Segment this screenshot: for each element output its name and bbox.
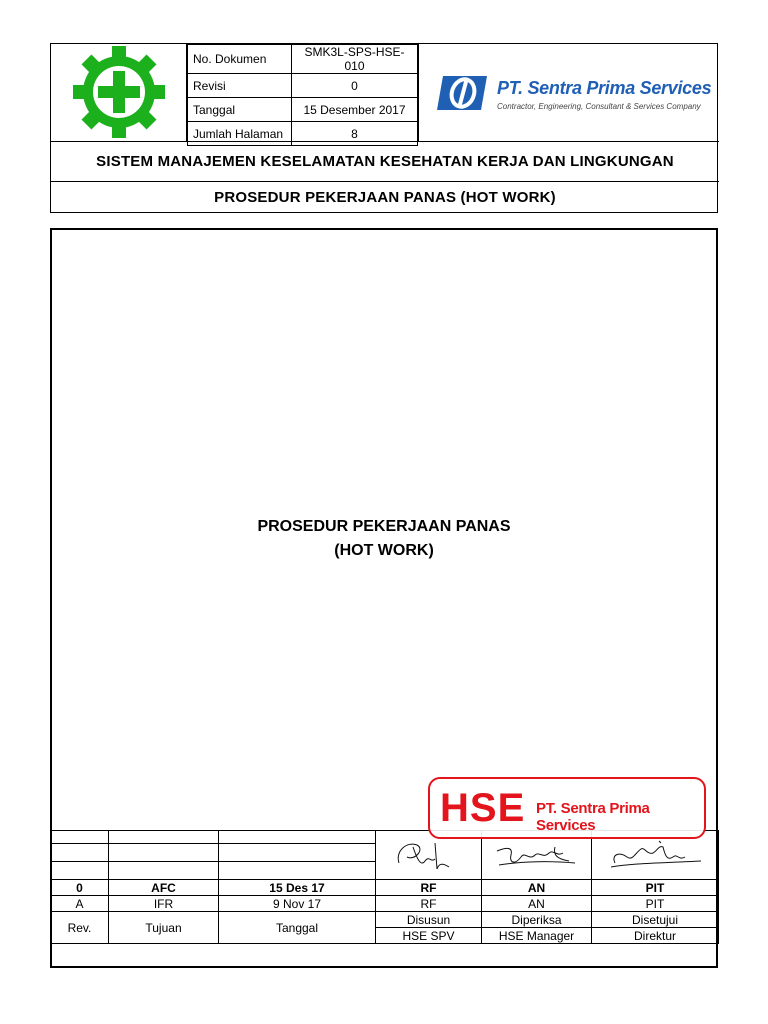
company-name: PT. Sentra Prima Services bbox=[497, 78, 712, 98]
disetujui-cell: PIT bbox=[592, 880, 719, 896]
rev-cell: 0 bbox=[51, 880, 109, 896]
tujuan-cell: AFC bbox=[109, 880, 219, 896]
rev-header: Rev. bbox=[51, 912, 109, 944]
doc-info-value: 0 bbox=[292, 74, 418, 98]
diperiksa-cell: AN bbox=[482, 880, 592, 896]
revision-row bbox=[51, 880, 719, 896]
tanggal-cell: 9 Nov 17 bbox=[219, 896, 376, 912]
stamp-company-name: PT. Sentra Prima Services bbox=[536, 800, 650, 834]
disusun-cell: RF bbox=[376, 896, 482, 912]
k3-logo-cell bbox=[51, 44, 187, 141]
disetujui-role: Direktur bbox=[592, 928, 719, 944]
tanggal-header: Tanggal bbox=[219, 912, 376, 944]
cover-title-line1: PROSEDUR PEKERJAAN PANAS bbox=[257, 518, 511, 535]
doc-info-value: 8 bbox=[292, 122, 418, 146]
k3-safety-gear-icon bbox=[51, 44, 187, 141]
stamp-hse-text: HSE bbox=[440, 786, 526, 830]
revision-table bbox=[50, 830, 719, 944]
disetujui-cell: PIT bbox=[592, 896, 719, 912]
doc-info-label: Jumlah Halaman bbox=[188, 122, 292, 146]
company-logo-cell bbox=[418, 44, 719, 141]
procedure-title: PROSEDUR PEKERJAAN PANAS (HOT WORK) bbox=[51, 181, 719, 213]
diperiksa-cell: AN bbox=[482, 896, 592, 912]
tujuan-cell: IFR bbox=[109, 896, 219, 912]
cover-title-line2: (HOT WORK) bbox=[334, 542, 434, 559]
doc-info-label: No. Dokumen bbox=[188, 45, 292, 74]
doc-info-value: SMK3L-SPS-HSE-010 bbox=[292, 45, 418, 74]
doc-info-value: 15 Desember 2017 bbox=[292, 98, 418, 122]
header-row bbox=[51, 912, 719, 928]
document-info-table bbox=[187, 44, 418, 146]
disusun-cell: RF bbox=[376, 880, 482, 896]
hse-stamp bbox=[428, 777, 706, 839]
diperiksa-header: Diperiksa bbox=[482, 912, 592, 928]
doc-info-row bbox=[188, 98, 418, 122]
doc-info-row bbox=[188, 45, 418, 74]
disetujui-header: Disetujui bbox=[592, 912, 719, 928]
disusun-role: HSE SPV bbox=[376, 928, 482, 944]
tujuan-header: Tujuan bbox=[109, 912, 219, 944]
doc-info-row bbox=[188, 74, 418, 98]
diperiksa-role: HSE Manager bbox=[482, 928, 592, 944]
tanggal-cell: 15 Des 17 bbox=[219, 880, 376, 896]
company-tagline: Contractor, Engineering, Consultant & Services Company bbox=[497, 102, 701, 111]
system-title: SISTEM MANAJEMEN KESELAMATAN KESEHATAN KERJA DAN LINGKUNGAN bbox=[51, 141, 719, 181]
doc-info-label: Revisi bbox=[188, 74, 292, 98]
doc-info-label: Tanggal bbox=[188, 98, 292, 122]
company-logo-icon bbox=[437, 72, 493, 114]
document-header bbox=[50, 43, 718, 213]
disusun-header: Disusun bbox=[376, 912, 482, 928]
revision-row bbox=[51, 896, 719, 912]
rev-cell: A bbox=[51, 896, 109, 912]
